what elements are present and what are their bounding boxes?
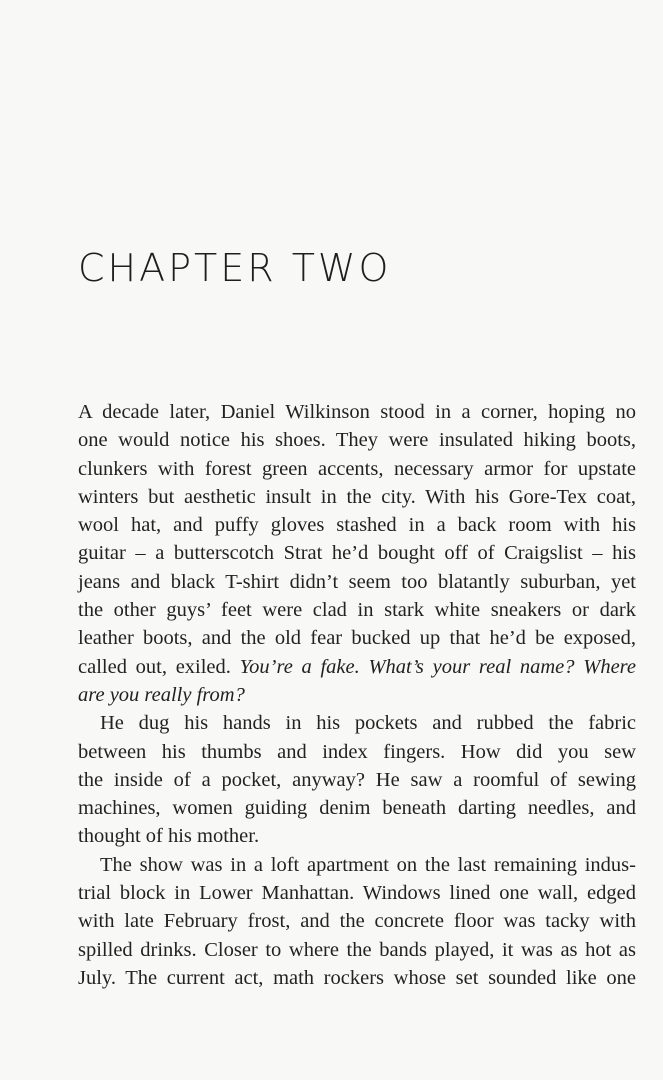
chapter-body <box>78 398 636 992</box>
text-line: the other guys’ feet were clad in stark white sneakers or dark <box>78 599 636 622</box>
paragraph-3 <box>78 851 636 992</box>
text-line: A decade later, Daniel Wilkinson stood in a corner, hoping no <box>78 401 636 423</box>
text-line: leather boots, and the old fear bucked up that he’d be exposed, <box>78 627 636 650</box>
text-line: trial block in Lower Manhattan. Windows lined one wall, edged <box>78 882 636 905</box>
paragraph-1 <box>78 398 636 709</box>
text-line: between his thumbs and index fingers. How did you sew <box>78 740 636 763</box>
text-line <box>78 653 636 681</box>
text-run: called out, exiled. <box>78 655 240 678</box>
text-line: are you really from? <box>78 683 245 706</box>
italic-text-run: You’re a fake. What’s your real name? Where <box>239 655 636 678</box>
text-line: thought of his mother. <box>78 825 260 848</box>
text-line: clunkers with forest green accents, necessary armor for upstate <box>78 457 636 480</box>
text-line: machines, women guiding denim beneath darting needles, and <box>78 797 636 820</box>
text-line: The show was in a loft apartment on the last remaining indus- <box>100 853 636 876</box>
text-line: one would notice his shoes. They were insulated hiking boots, <box>78 429 636 452</box>
paragraph-2 <box>78 709 636 850</box>
text-line: the inside of a pocket, anyway? He saw a roomful of sewing <box>78 768 636 791</box>
text-line: July. The current act, math rockers whose set sounded like one <box>78 966 636 989</box>
text-line: spilled drinks. Closer to where the bands played, it was as hot as <box>78 938 636 961</box>
chapter-title: CHAPTER TWO <box>78 246 392 290</box>
text-line: with late February frost, and the concrete floor was tacky with <box>78 910 636 933</box>
text-line: wool hat, and puffy gloves stashed in a back room with his <box>78 514 636 537</box>
text-line: jeans and black T-shirt didn’t seem too blatantly suburban, yet <box>78 570 636 593</box>
text-line: winters but aesthetic insult in the city. With his Gore-Tex coat, <box>78 485 636 508</box>
text-line: He dug his hands in his pockets and rubbed the fabric <box>100 712 636 735</box>
text-line: guitar – a butterscotch Strat he’d bought off of Craigslist – his <box>78 542 636 565</box>
